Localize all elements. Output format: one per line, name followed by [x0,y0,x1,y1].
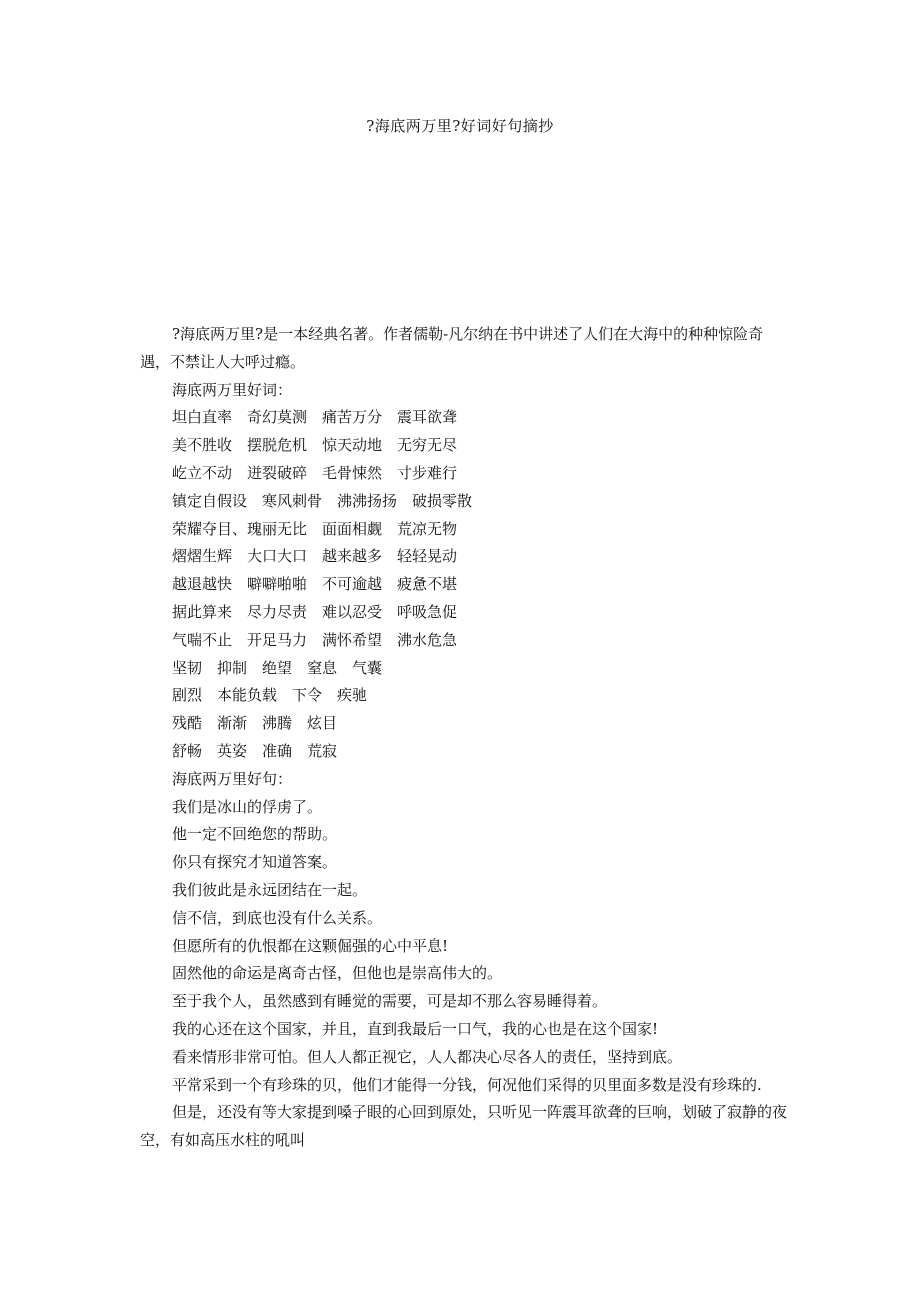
document-title: ?海底两万里?好词好句摘抄 [366,117,554,135]
intro-paragraph: ?海底两万里?是一本经典名著。作者儒勒-凡尔纳在书中讲述了人们在大海中的种种惊险奇遇，不禁让人大呼过瘾。 [140,325,764,371]
sentence-row: 至于我个人，虽然感到有睡觉的需要，可是却不那么容易睡得着。 [172,992,608,1011]
word-row: 剧烈 本能负载 下令 疾驰 [172,686,368,705]
sentence-row: 看来情形非常可怕。但人人都正视它，人人都决心尽各人的责任，坚持到底。 [172,1047,683,1066]
word-row: 美不胜收 摆脱危机 惊天动地 无穷无尽 [172,436,458,455]
sentence-row: 信不信，到底也没有什么关系。 [172,908,383,927]
sentence-row: 我的心还在这个国家，并且，直到我最后一口气，我的心也是在这个国家! [172,1019,659,1038]
word-row: 越退越快 噼噼啪啪 不可逾越 疲惫不堪 [172,575,458,594]
words-heading: 海底两万里好词： [172,380,293,399]
word-row: 熠熠生辉 大口大口 越来越多 轻轻晃动 [172,547,458,566]
word-row: 舒畅 英姿 准确 荒寂 [172,741,338,760]
sentence-row: 你只有探究才知道答案。 [172,853,338,872]
sentence-row: 他一定不回绝您的帮助。 [172,825,338,844]
pearl-paragraph: 平常采到一个有珍珠的贝，他们才能得一分钱，何况他们采得的贝里面多数是没有珍珠的. [172,1075,762,1094]
word-row: 残酷 渐渐 沸腾 炫目 [172,714,338,733]
sentence-row: 但愿所有的仇恨都在这颗倔强的心中平息! [172,936,449,955]
word-row: 据此算来 尽力尽责 难以忍受 呼吸急促 [172,602,458,621]
word-row: 屹立不动 迸裂破碎 毛骨悚然 寸步难行 [172,463,458,482]
sentences-heading: 海底两万里好句： [172,769,293,788]
sentence-row: 固然他的命运是离奇古怪，但他也是崇高伟大的。 [172,964,503,983]
document-body [140,321,790,1155]
sentence-row: 我们是冰山的俘虏了。 [172,797,323,816]
word-row: 气喘不止 开足马力 满怀希望 沸水危急 [172,630,458,649]
word-row: 坚韧 抑制 绝望 窒息 气囊 [172,658,383,677]
blast-paragraph: 但是，还没有等大家提到嗓子眼的心回到原处，只听见一阵震耳欲聋的巨响，划破了寂静的夜空，有如高压水柱的吼叫 [140,1103,788,1150]
word-row: 坦白直率 奇幻莫测 痛苦万分 震耳欲聋 [172,408,458,427]
word-row: 荣耀夺目、瑰丽无比 面面相觑 荒凉无物 [172,519,458,538]
word-row: 镇定自假设 寒风刺骨 沸沸扬扬 破损零散 [172,491,473,510]
sentence-row: 我们彼此是永远团结在一起。 [172,880,368,899]
